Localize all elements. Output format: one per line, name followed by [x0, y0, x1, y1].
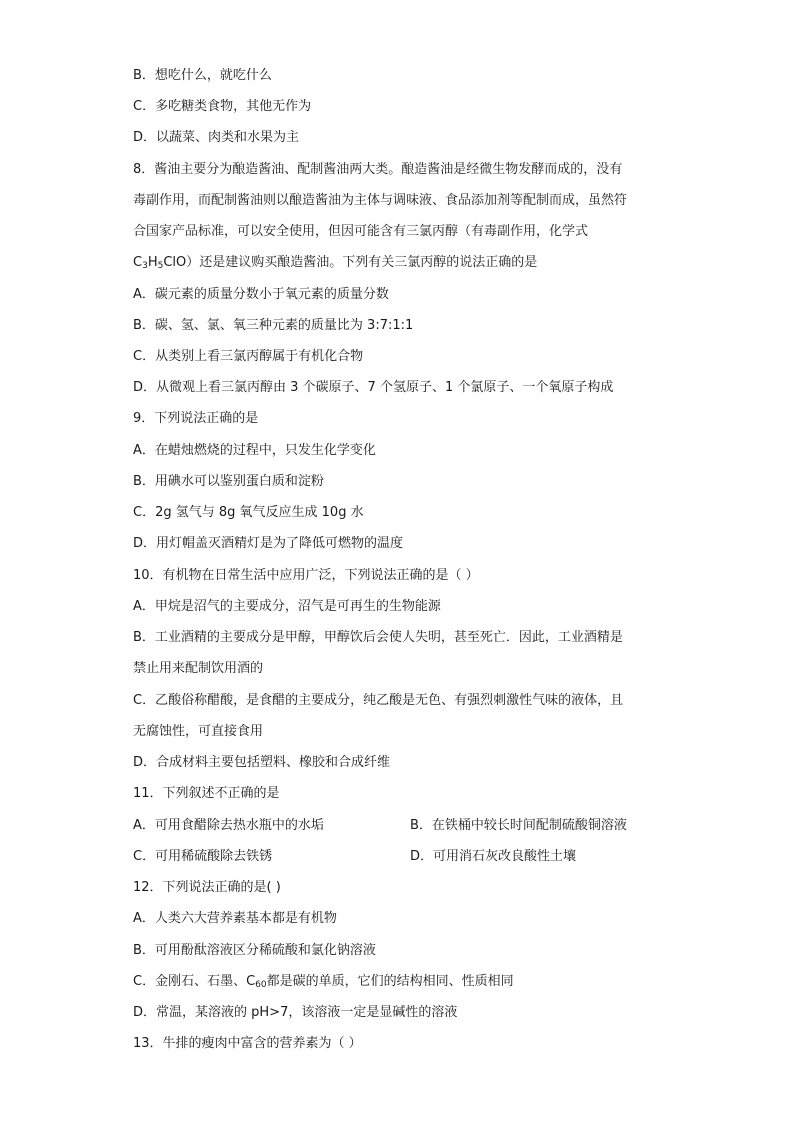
q12-option-c-post: 都是碳的单质，它们的结构相同、性质相同	[266, 974, 514, 989]
formula-carbon: C	[133, 255, 143, 270]
q8-option-b: B．碳、氢、氯、氧三种元素的质量比为 3:7:1:1	[133, 318, 414, 333]
c60-subscript: 60	[255, 980, 267, 990]
q8-option-d: D．从微观上看三氯丙醇由 3 个碳原子、7 个氢原子、1 个氯原子、一个氧原子构成	[133, 380, 614, 395]
q8-stem-line-4	[133, 255, 537, 271]
q7-option-b: B．想吃什么，就吃什么	[133, 68, 272, 83]
formula-rest: ClO）还是建议购买酿造酱油。下列有关三氯丙醇的说法正确的是	[163, 255, 538, 270]
q9-option-a: A．在蜡烛燃烧的过程中，只发生化学变化	[133, 443, 376, 458]
formula-hydrogen: H	[147, 255, 158, 270]
q9-option-b: B．用碘水可以鉴别蛋白质和淀粉	[133, 474, 324, 489]
q10-option-b-line-1: B．工业酒精的主要成分是甲醇，甲醇饮后会使人失明，甚至死亡．因此，工业酒精是	[133, 630, 623, 645]
q12-option-a: A．人类六大营养素基本都是有机物	[133, 911, 337, 926]
q8-option-c: C．从类别上看三氯丙醇属于有机化合物	[133, 349, 364, 364]
q10-stem: 10．有机物在日常生活中应用广泛，下列说法正确的是（ ）	[133, 568, 479, 583]
q10-option-d: D．合成材料主要包括塑料、橡胶和合成纤维	[133, 755, 391, 770]
formula-carbon-count: 3	[142, 261, 148, 271]
q11-option-c: C．可用稀硫酸除去铁锈	[133, 849, 273, 864]
q10-option-c-line-2: 无腐蚀性，可直接食用	[133, 724, 264, 739]
q10-option-b-line-2: 禁止用来配制饮用酒的	[133, 661, 264, 676]
q11-stem: 11．下列叙述不正确的是	[133, 786, 280, 801]
q8-stem-line-2: 毒副作用，而配制酱油则以酿造酱油为主体与调味液、食品添加剂等配制而成，虽然符	[133, 193, 628, 208]
q12-option-c	[133, 974, 514, 990]
q11-options-row-1	[133, 818, 627, 834]
q9-option-c: C．2g 氢气与 8g 氧气反应生成 10g 水	[133, 505, 364, 520]
q11-option-d: D．可用消石灰改良酸性土壤	[410, 849, 577, 864]
q7-option-d: D．以蔬菜、肉类和水果为主	[133, 130, 300, 145]
q12-option-b: B．可用酚酞溶液区分稀硫酸和氯化钠溶液	[133, 943, 376, 958]
q12-stem: 12．下列说法正确的是( )	[133, 880, 281, 895]
q10-option-c-line-1: C．乙酸俗称醋酸，是食醋的主要成分，纯乙酸是无色、有强烈刺激性气味的液体，且	[133, 693, 624, 708]
q10-option-a: A．甲烷是沼气的主要成分，沼气是可再生的生物能源	[133, 599, 441, 614]
q13-stem: 13．牛排的瘦肉中富含的营养素为（ ）	[133, 1036, 362, 1051]
q8-stem-line-1: 8．酱油主要分为酿造酱油、配制酱油两大类。酿造酱油是经微生物发酵而成的，没有	[133, 162, 623, 177]
q8-stem-line-3: 合国家产品标准，可以安全使用，但因可能含有三氯丙醇（有毒副作用，化学式	[133, 224, 589, 239]
q8-option-a: A．碳元素的质量分数小于氧元素的质量分数	[133, 287, 389, 302]
q9-option-d: D．用灯帽盖灭酒精灯是为了降低可燃物的温度	[133, 536, 404, 551]
q7-option-c: C．多吃糖类食物，其他无作为	[133, 99, 312, 114]
q11-options-row-2	[133, 849, 577, 865]
q12-option-d: D．常温，某溶液的 pH>7，该溶液一定是显碱性的溶液	[133, 1005, 458, 1020]
q9-stem: 9．下列说法正确的是	[133, 411, 259, 426]
q11-option-b: B．在铁桶中较长时间配制硫酸铜溶液	[410, 818, 627, 833]
q12-option-c-pre: C．金刚石、石墨、C	[133, 974, 256, 989]
formula-hydrogen-count: 5	[157, 261, 164, 271]
q11-option-a: A．可用食醋除去热水瓶中的水垢	[133, 818, 324, 833]
